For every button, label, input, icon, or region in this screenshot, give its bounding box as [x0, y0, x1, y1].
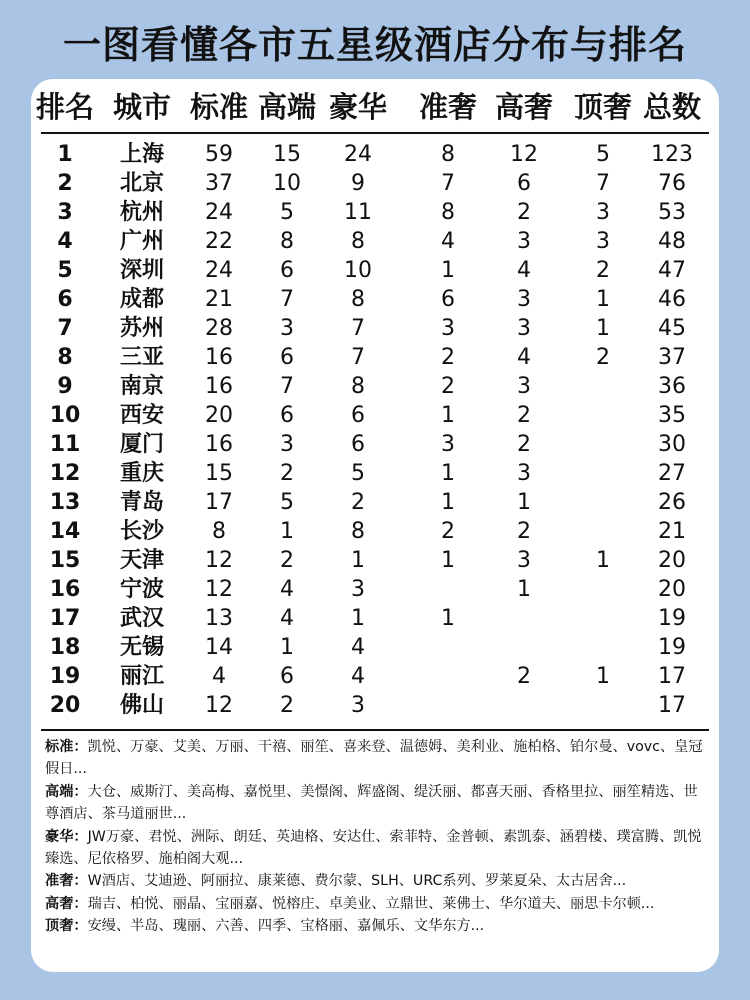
table-row [31, 662, 719, 691]
cell-rank: 15 [49, 548, 81, 573]
cell-total: 53 [658, 200, 686, 225]
cell-upscale: 8 [280, 229, 294, 254]
cell-top-luxury: 1 [596, 316, 610, 341]
cell-top-luxury [567, 575, 639, 604]
cell-luxury: 10 [344, 258, 372, 283]
cell-total: 21 [658, 519, 686, 544]
header-top-luxury: 顶奢 [573, 90, 632, 124]
cell-city: 长沙 [119, 519, 164, 544]
cell-top-luxury: 5 [596, 142, 610, 167]
table-row [31, 575, 719, 604]
table-row [31, 459, 719, 488]
cell-high-luxury: 2 [517, 432, 531, 457]
cell-total: 26 [658, 490, 686, 515]
cell-high-luxury: 6 [517, 171, 531, 196]
cell-high-luxury: 3 [517, 548, 531, 573]
cell-total: 20 [658, 577, 686, 602]
cell-high-luxury: 3 [517, 374, 531, 399]
cell-luxury: 8 [351, 374, 365, 399]
cell-upscale: 2 [280, 693, 294, 718]
cell-standard: 22 [205, 229, 233, 254]
cell-semi-luxury [412, 575, 484, 604]
table-row [31, 691, 719, 720]
cell-rank: 2 [57, 171, 73, 196]
cell-standard: 15 [205, 461, 233, 486]
cell-rank: 10 [49, 403, 81, 428]
cell-standard: 16 [205, 345, 233, 370]
cell-semi-luxury: 2 [441, 519, 455, 544]
cell-upscale: 4 [280, 606, 294, 631]
cell-high-luxury: 2 [517, 519, 531, 544]
cell-upscale: 6 [280, 345, 294, 370]
table-header [31, 85, 719, 129]
cell-city: 佛山 [119, 693, 164, 718]
table-row [31, 227, 719, 256]
table-row [31, 314, 719, 343]
cell-city: 成都 [119, 287, 164, 312]
cell-rank: 8 [57, 345, 73, 370]
cell-total: 123 [651, 142, 693, 167]
cell-high-luxury: 2 [517, 664, 531, 689]
cell-standard: 17 [205, 490, 233, 515]
cell-luxury: 24 [344, 142, 372, 167]
cell-upscale: 1 [280, 519, 294, 544]
cell-luxury: 11 [344, 200, 372, 225]
cell-top-luxury: 7 [596, 171, 610, 196]
cell-semi-luxury: 3 [441, 316, 455, 341]
cell-city: 上海 [119, 142, 164, 167]
cell-total: 36 [658, 374, 686, 399]
note-paragraph [45, 826, 709, 871]
cell-upscale: 6 [280, 258, 294, 283]
table-row [31, 546, 719, 575]
header-rank: 排名 [35, 90, 94, 124]
cell-high-luxury: 1 [517, 577, 531, 602]
cell-total: 46 [658, 287, 686, 312]
cell-city: 北京 [119, 171, 164, 196]
note-label: 顶奢： [45, 918, 88, 935]
cell-total: 76 [658, 171, 686, 196]
note-paragraph [45, 915, 709, 937]
cell-city: 丽江 [119, 664, 164, 689]
cell-standard: 4 [212, 664, 226, 689]
cell-upscale: 3 [280, 316, 294, 341]
cell-city: 重庆 [119, 461, 164, 486]
table-bottom-divider [41, 729, 709, 731]
cell-high-luxury: 3 [517, 229, 531, 254]
cell-high-luxury: 3 [517, 461, 531, 486]
cell-standard: 24 [205, 200, 233, 225]
cell-upscale: 2 [280, 548, 294, 573]
cell-upscale: 7 [280, 374, 294, 399]
note-text: 大仓、威斯汀、美高梅、嘉悦里、美憬阁、辉盛阁、缇沃丽、都喜天丽、香格里拉、丽笙精选、世尊酒店、茶马道丽世... [45, 783, 698, 823]
cell-city: 厦门 [119, 432, 164, 457]
page-title: 一图看懂各市五星级酒店分布与排名 [62, 23, 687, 67]
cell-city: 青岛 [119, 490, 164, 515]
cell-high-luxury: 1 [517, 490, 531, 515]
cell-semi-luxury: 6 [441, 287, 455, 312]
cell-semi-luxury: 7 [441, 171, 455, 196]
table-row [31, 372, 719, 401]
cell-standard: 20 [205, 403, 233, 428]
cell-semi-luxury [412, 662, 484, 691]
cell-semi-luxury: 1 [441, 258, 455, 283]
cell-luxury: 8 [351, 287, 365, 312]
cell-rank: 7 [57, 316, 73, 341]
cell-upscale: 5 [280, 490, 294, 515]
cell-semi-luxury: 1 [441, 606, 455, 631]
cell-high-luxury: 12 [510, 142, 538, 167]
note-text: 凯悦、万豪、艾美、万丽、干禧、丽笙、喜来登、温德姆、美利业、施柏格、铂尔曼、vovc、皇冠假日... [45, 739, 703, 778]
cell-standard: 12 [205, 577, 233, 602]
cell-rank: 18 [49, 635, 81, 660]
note-text: W酒店、艾迪逊、阿丽拉、康莱德、费尔蒙、SLH、URC系列、罗莱夏朵、太古居舍... [87, 873, 627, 890]
table-row [31, 401, 719, 430]
cell-semi-luxury: 4 [441, 229, 455, 254]
cell-total: 48 [658, 229, 686, 254]
cell-total: 35 [658, 403, 686, 428]
header-semi-luxury: 准奢 [418, 90, 477, 124]
note-label: 豪华： [45, 828, 88, 845]
cell-city: 天津 [119, 548, 164, 573]
cell-top-luxury [567, 517, 639, 546]
table-row [31, 517, 719, 546]
note-label: 高端： [45, 783, 88, 800]
cell-top-luxury [567, 633, 639, 662]
cell-total: 27 [658, 461, 686, 486]
cell-rank: 1 [57, 142, 73, 167]
cell-top-luxury [567, 430, 639, 459]
cell-top-luxury [567, 691, 639, 720]
cell-top-luxury: 2 [596, 258, 610, 283]
header-upscale: 高端 [257, 90, 316, 124]
cell-rank: 5 [57, 258, 73, 283]
cell-standard: 13 [205, 606, 233, 631]
cell-luxury: 3 [351, 693, 365, 718]
cell-city: 广州 [119, 229, 164, 254]
cell-luxury: 3 [351, 577, 365, 602]
cell-rank: 17 [49, 606, 81, 631]
note-label: 标准： [45, 739, 88, 755]
cell-total: 30 [658, 432, 686, 457]
header-luxury: 豪华 [328, 90, 387, 124]
header-high-luxury: 高奢 [494, 90, 553, 124]
note-paragraph [45, 736, 709, 781]
table-row [31, 140, 719, 169]
cell-top-luxury: 3 [596, 229, 610, 254]
ranking-card [31, 79, 719, 972]
cell-standard: 59 [205, 142, 233, 167]
cell-total: 45 [658, 316, 686, 341]
cell-upscale: 2 [280, 461, 294, 486]
note-label: 准奢： [45, 873, 88, 890]
brand-notes [45, 736, 709, 938]
cell-rank: 3 [57, 200, 73, 225]
cell-luxury: 8 [351, 229, 365, 254]
cell-total: 37 [658, 345, 686, 370]
cell-total: 17 [658, 693, 686, 718]
cell-top-luxury [567, 372, 639, 401]
cell-top-luxury [567, 459, 639, 488]
cell-standard: 12 [205, 693, 233, 718]
note-text: 瑞吉、柏悦、丽晶、宝丽嘉、悦榕庄、卓美业、立鼎世、莱佛士、华尔道夫、丽思卡尔顿... [87, 895, 655, 912]
cell-high-luxury [488, 633, 560, 662]
cell-upscale: 6 [280, 403, 294, 428]
cell-high-luxury: 3 [517, 287, 531, 312]
note-paragraph [45, 893, 709, 915]
cell-total: 20 [658, 548, 686, 573]
cell-top-luxury [567, 604, 639, 633]
cell-rank: 12 [49, 461, 81, 486]
cell-rank: 13 [49, 490, 81, 515]
cell-upscale: 10 [273, 171, 301, 196]
cell-luxury: 4 [351, 635, 365, 660]
cell-semi-luxury [412, 633, 484, 662]
cell-semi-luxury: 2 [441, 374, 455, 399]
cell-semi-luxury: 1 [441, 403, 455, 428]
cell-top-luxury [567, 488, 639, 517]
cell-upscale: 3 [280, 432, 294, 457]
cell-high-luxury [488, 691, 560, 720]
cell-rank: 9 [57, 374, 73, 399]
cell-semi-luxury: 1 [441, 490, 455, 515]
cell-rank: 6 [57, 287, 73, 312]
cell-top-luxury [567, 401, 639, 430]
cell-total: 19 [658, 635, 686, 660]
note-paragraph [45, 781, 709, 826]
note-paragraph [45, 870, 709, 892]
cell-semi-luxury: 1 [441, 461, 455, 486]
cell-city: 三亚 [119, 345, 164, 370]
cell-semi-luxury: 3 [441, 432, 455, 457]
cell-luxury: 2 [351, 490, 365, 515]
cell-semi-luxury: 2 [441, 345, 455, 370]
cell-upscale: 6 [280, 664, 294, 689]
cell-upscale: 5 [280, 200, 294, 225]
header-standard: 标准 [189, 90, 248, 124]
cell-semi-luxury [412, 691, 484, 720]
cell-standard: 12 [205, 548, 233, 573]
table-row [31, 198, 719, 227]
header-divider [41, 132, 709, 134]
cell-upscale: 1 [280, 635, 294, 660]
table-row [31, 633, 719, 662]
cell-luxury: 4 [351, 664, 365, 689]
cell-high-luxury: 2 [517, 403, 531, 428]
cell-top-luxury: 1 [596, 664, 610, 689]
cell-rank: 20 [49, 693, 81, 718]
cell-standard: 24 [205, 258, 233, 283]
cell-semi-luxury: 8 [441, 200, 455, 225]
cell-luxury: 7 [351, 345, 365, 370]
table-row [31, 256, 719, 285]
cell-standard: 21 [205, 287, 233, 312]
cell-city: 西安 [119, 403, 164, 428]
cell-semi-luxury: 8 [441, 142, 455, 167]
table-row [31, 604, 719, 633]
cell-city: 武汉 [119, 606, 164, 631]
cell-luxury: 8 [351, 519, 365, 544]
cell-high-luxury: 2 [517, 200, 531, 225]
table-row [31, 169, 719, 198]
cell-top-luxury: 1 [596, 287, 610, 312]
table-row [31, 285, 719, 314]
cell-city: 南京 [119, 374, 164, 399]
table-row [31, 488, 719, 517]
cell-rank: 16 [49, 577, 81, 602]
cell-high-luxury [488, 604, 560, 633]
cell-rank: 11 [49, 432, 81, 457]
table-row [31, 343, 719, 372]
cell-upscale: 15 [273, 142, 301, 167]
cell-upscale: 7 [280, 287, 294, 312]
cell-total: 19 [658, 606, 686, 631]
note-label: 高奢： [45, 895, 88, 912]
header-city: 城市 [112, 90, 171, 124]
cell-top-luxury: 3 [596, 200, 610, 225]
cell-high-luxury: 4 [517, 345, 531, 370]
cell-total: 47 [658, 258, 686, 283]
cell-luxury: 9 [351, 171, 365, 196]
header-total: 总数 [642, 90, 701, 124]
cell-luxury: 1 [351, 606, 365, 631]
cell-top-luxury: 1 [596, 548, 610, 573]
note-text: JW万豪、君悦、洲际、朗廷、英迪格、安达仕、索菲特、金普顿、素凯泰、涵碧楼、璞富腾、凯悦臻选、尼依格罗、施柏阁大观... [45, 828, 702, 868]
cell-standard: 28 [205, 316, 233, 341]
cell-standard: 37 [205, 171, 233, 196]
table-body [31, 140, 719, 720]
cell-upscale: 4 [280, 577, 294, 602]
cell-city: 深圳 [119, 258, 164, 283]
cell-standard: 16 [205, 374, 233, 399]
cell-luxury: 7 [351, 316, 365, 341]
note-text: 安缦、半岛、瑰丽、六善、四季、宝格丽、嘉佩乐、文华东方... [87, 918, 485, 935]
cell-total: 17 [658, 664, 686, 689]
cell-luxury: 1 [351, 548, 365, 573]
cell-standard: 14 [205, 635, 233, 660]
cell-rank: 14 [49, 519, 81, 544]
cell-semi-luxury: 1 [441, 548, 455, 573]
cell-standard: 8 [212, 519, 226, 544]
cell-rank: 19 [49, 664, 81, 689]
cell-city: 宁波 [119, 577, 164, 602]
cell-high-luxury: 4 [517, 258, 531, 283]
cell-luxury: 6 [351, 403, 365, 428]
cell-high-luxury: 3 [517, 316, 531, 341]
cell-city: 杭州 [119, 200, 164, 225]
cell-standard: 16 [205, 432, 233, 457]
cell-rank: 4 [57, 229, 73, 254]
cell-luxury: 6 [351, 432, 365, 457]
cell-city: 苏州 [119, 316, 164, 341]
cell-top-luxury: 2 [596, 345, 610, 370]
cell-luxury: 5 [351, 461, 365, 486]
cell-city: 无锡 [119, 635, 164, 660]
table-row [31, 430, 719, 459]
